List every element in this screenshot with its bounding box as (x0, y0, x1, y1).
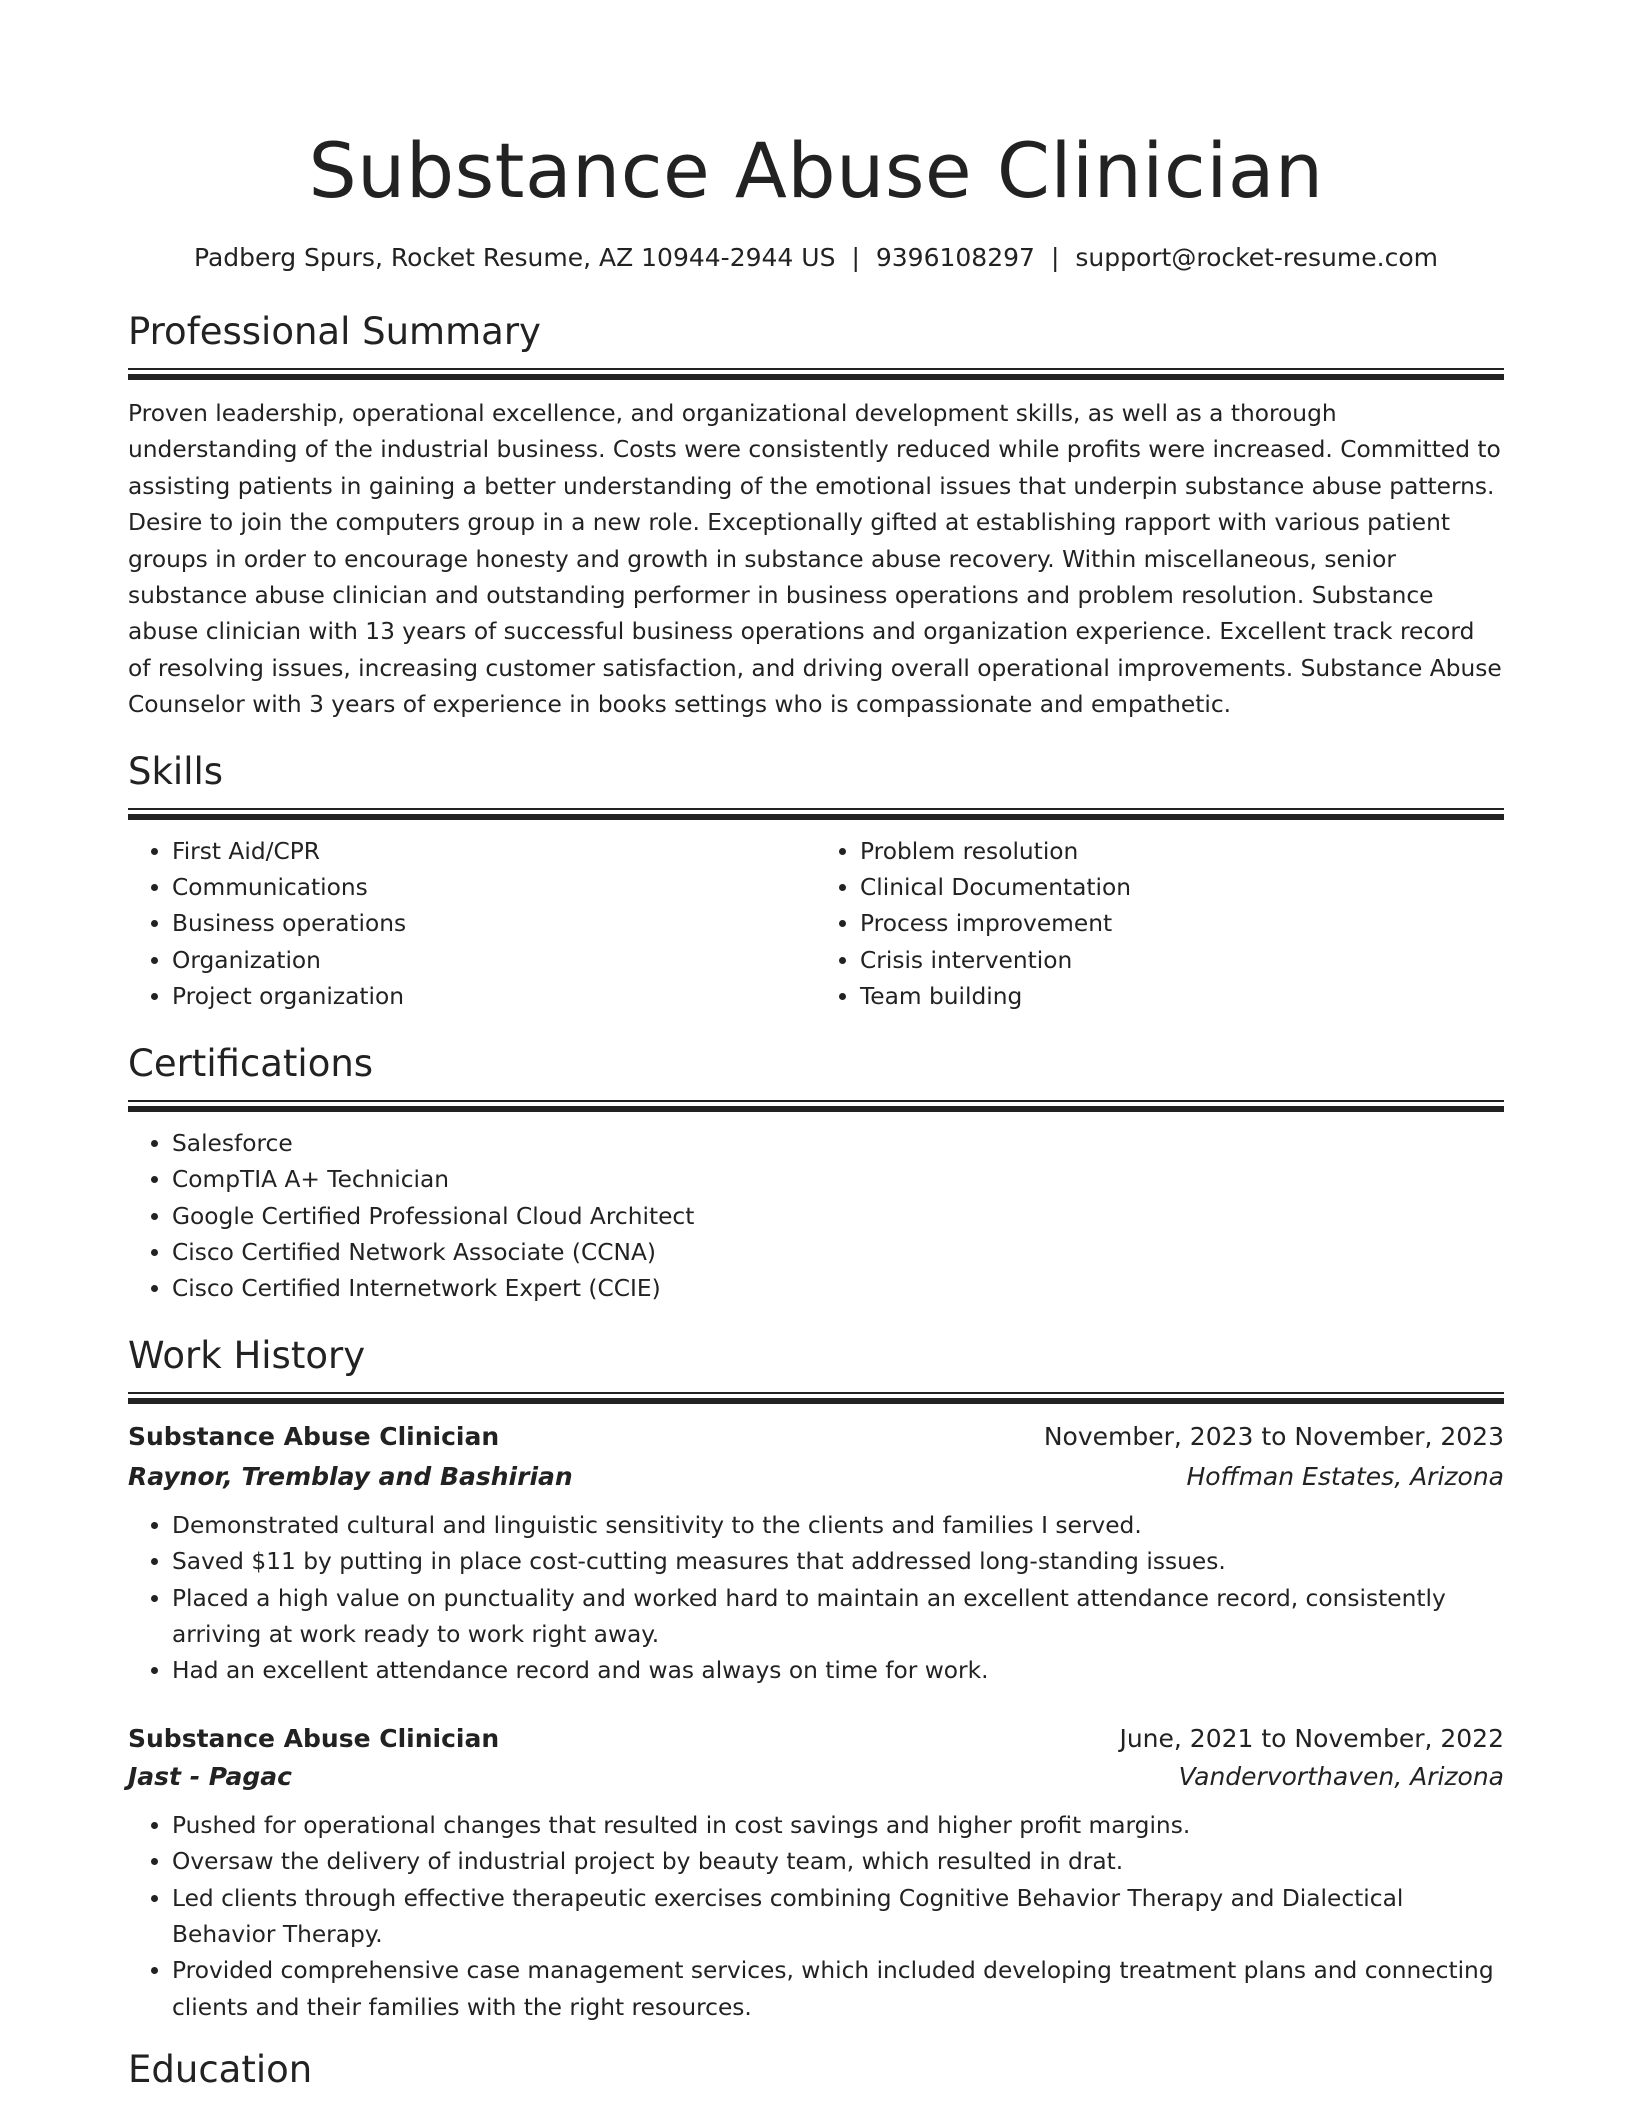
certifications-section (128, 1040, 1504, 1308)
contact-line (128, 242, 1504, 274)
certification-item: • Cisco Certified Internetwork Expert (CCIE) (172, 1271, 1504, 1307)
job-location: Hoffman Estates, Arizona (1186, 1461, 1504, 1491)
job-entry (128, 1720, 1504, 2026)
summary-section (128, 308, 1504, 724)
skills-left-list (128, 834, 816, 1016)
job-bullet: • Had an excellent attendance record and was always on time for work. (172, 1653, 1504, 1689)
job-subheader (128, 1458, 1504, 1496)
job-header (128, 1720, 1504, 1758)
skill-item: • Process improvement (860, 906, 1504, 942)
skills-section (128, 748, 1504, 1016)
section-divider (128, 368, 1504, 380)
job-bullet-list (128, 1508, 1504, 1690)
job-bullet: • Provided comprehensive case management services, which included developing treatment plans and connecting clients and their families with the right resources. (172, 1953, 1504, 2026)
certifications-list (128, 1126, 1504, 1308)
certification-item: • Cisco Certified Network Associate (CCNA) (172, 1235, 1504, 1271)
skill-item: • Communications (172, 870, 816, 906)
job-bullet: • Placed a high value on punctuality and worked hard to maintain an excellent attendance record, consistently arriving at work ready to work right away. (172, 1581, 1504, 1654)
job-entry (128, 1418, 1504, 1690)
job-subheader (128, 1758, 1504, 1796)
section-divider (128, 808, 1504, 820)
work-history-section (128, 1332, 1504, 2026)
skill-item: • Clinical Documentation (860, 870, 1504, 906)
section-title-certifications: Certifications (128, 1041, 374, 1085)
section-divider (128, 1392, 1504, 1404)
contact-phone: 9396108297 (875, 243, 1035, 272)
job-dates: June, 2021 to November, 2022 (1119, 1723, 1504, 1753)
job-bullet: • Oversaw the delivery of industrial project by beauty team, which resulted in drat. (172, 1844, 1504, 1880)
skill-item: • Project organization (172, 979, 816, 1015)
section-title-education: Education (128, 2048, 313, 2092)
certification-item: • Google Certified Professional Cloud Architect (172, 1199, 1504, 1235)
certification-item: • CompTIA A+ Technician (172, 1162, 1504, 1198)
skills-right-list (816, 834, 1504, 1016)
job-title: Substance Abuse Clinician (128, 1723, 500, 1753)
contact-address: Padberg Spurs, Rocket Resume, AZ 10944-2944 US (194, 243, 836, 272)
skill-item: • Crisis intervention (860, 943, 1504, 979)
job-header (128, 1418, 1504, 1456)
job-company: Jast - Pagac (128, 1761, 292, 1791)
contact-email[interactable]: support@rocket-resume.com (1075, 243, 1438, 272)
job-bullet: • Demonstrated cultural and linguistic sensitivity to the clients and families I served. (172, 1508, 1504, 1544)
job-bullet: • Pushed for operational changes that resulted in cost savings and higher profit margins. (172, 1808, 1504, 1844)
education-section (128, 2046, 1504, 2094)
skill-item: • Problem resolution (860, 834, 1504, 870)
certification-item: • Salesforce (172, 1126, 1504, 1162)
section-title-work-history: Work History (128, 1333, 366, 1377)
resume-name: Substance Abuse Clinician (308, 126, 1324, 215)
job-bullet: • Saved $11 by putting in place cost-cutting measures that addressed long-standing issues. (172, 1544, 1504, 1580)
section-divider (128, 1100, 1504, 1112)
job-dates: November, 2023 to November, 2023 (1043, 1421, 1504, 1451)
skill-item: • Business operations (172, 906, 816, 942)
job-bullet-list (128, 1808, 1504, 2026)
skill-item: • Organization (172, 943, 816, 979)
section-title-skills: Skills (128, 749, 224, 793)
skill-item: • Team building (860, 979, 1504, 1015)
job-bullet: • Led clients through effective therapeutic exercises combining Cognitive Behavior Therapy and Dialectical Behavior Therapy. (172, 1881, 1504, 1954)
resume-page (128, 0, 1504, 2094)
contact-separator: | (851, 243, 860, 272)
job-location: Vandervorthaven, Arizona (1178, 1761, 1504, 1791)
job-title: Substance Abuse Clinician (128, 1421, 500, 1451)
section-title-summary: Professional Summary (128, 310, 541, 353)
job-company: Raynor, Tremblay and Bashirian (128, 1461, 573, 1491)
skill-item: • First Aid/CPR (172, 834, 816, 870)
contact-separator: | (1050, 243, 1060, 272)
summary-text: Proven leadership, operational excellence, and organizational development skills, as well as a thorough understanding of the industrial business. Costs were consistently reduced while profits were increased. Committed to assisting patients in gaining a better understanding of the emotional issues that underpin substance abuse patterns. Desire to join the computers group in a new role. Exceptionally gifted at establishing rapport with various patient groups in order to encourage honesty and growth in substance abuse recovery. Within miscellaneous, senior substance abuse clinician and outstanding performer in business operations and problem resolution. Substance abuse clinician with 13 years of successful business operations and organization experience. Excellent track record of resolving issues, increasing customer satisfaction, and driving overall operational improvements. Substance Abuse Counselor with 3 years of experience in books settings who is compassionate and empathetic. (128, 400, 1502, 719)
skills-columns (128, 834, 1504, 1016)
